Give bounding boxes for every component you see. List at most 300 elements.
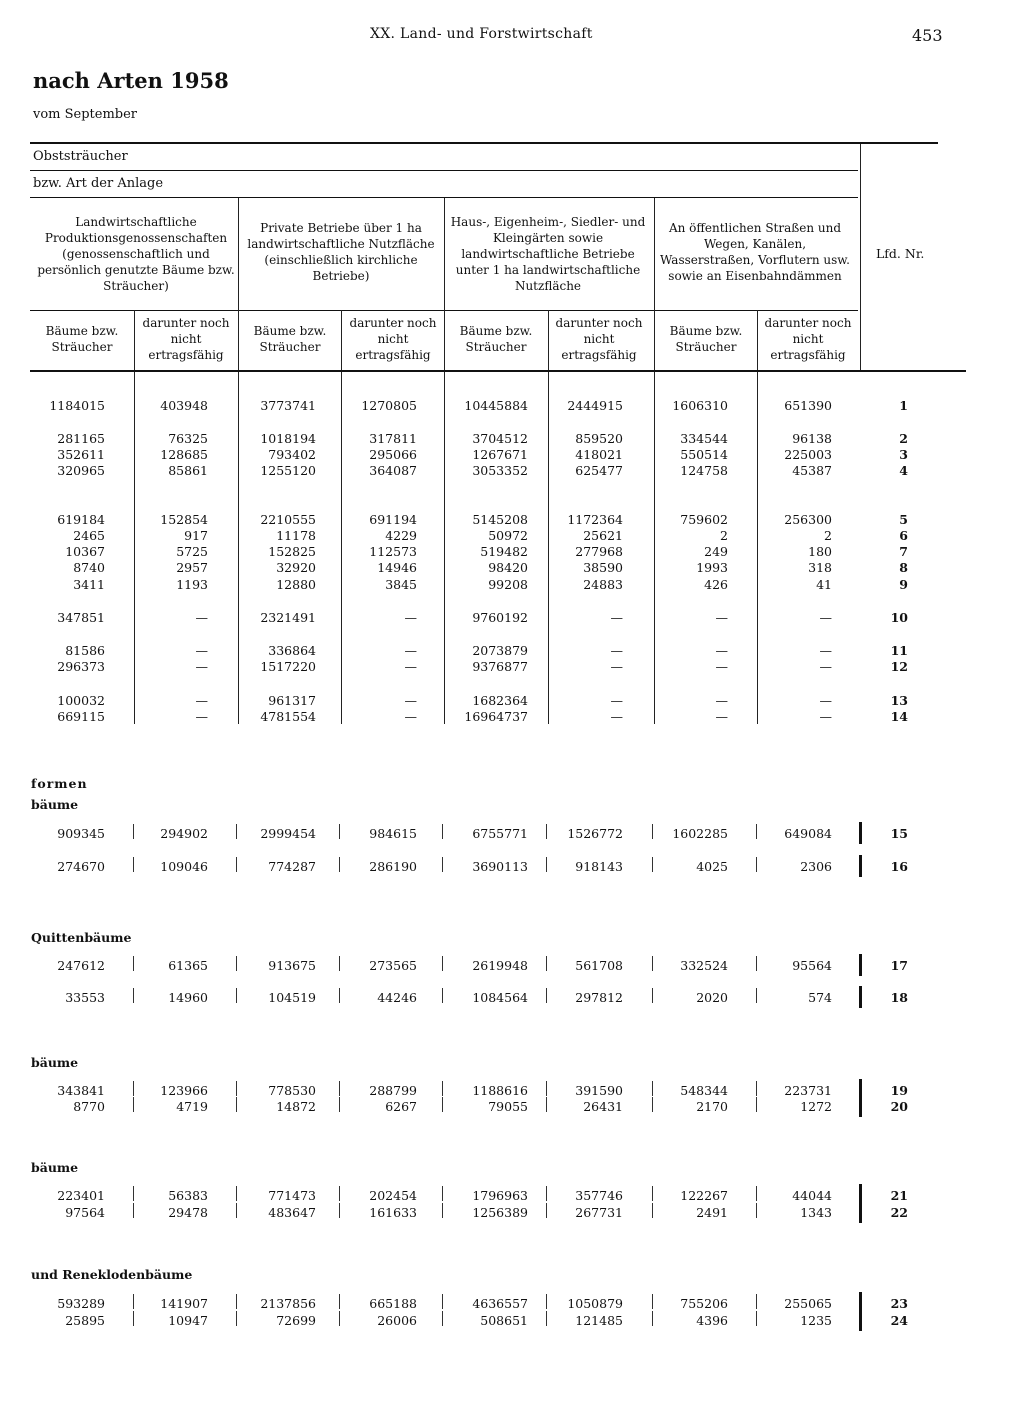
column-tick [236, 1294, 237, 1309]
table-cell: 32920 [276, 560, 316, 575]
table-cell: — [715, 643, 728, 658]
table-cell: 25621 [583, 528, 623, 543]
table-cell: 38590 [583, 560, 623, 575]
header-rule-1 [30, 170, 858, 171]
lfd-number: 7 [899, 544, 908, 559]
column-tick [339, 1294, 340, 1309]
page-title: nach Arten 1958 [33, 68, 229, 93]
column-tick [652, 1186, 653, 1201]
column-tick [339, 1311, 340, 1326]
table-cell: 1270805 [361, 398, 417, 413]
column-tick [546, 988, 547, 1003]
column-tick [339, 824, 340, 839]
table-cell: 519482 [480, 544, 528, 559]
column-tick [652, 857, 653, 872]
table-cell: 96138 [792, 431, 832, 446]
table-cell: — [819, 643, 832, 658]
table-cell: — [715, 709, 728, 724]
table-cell: 61365 [168, 958, 208, 973]
table-cell: 10367 [65, 544, 105, 559]
table-cell: 2 [720, 528, 728, 543]
table-cell: — [404, 610, 417, 625]
subheader-darunter-4: darunter noch nicht ertragsfähig [764, 316, 852, 362]
table-cell: 364087 [369, 463, 417, 478]
table-cell: 152825 [268, 544, 316, 559]
column-tick [442, 1203, 443, 1218]
table-cell: 1682364 [472, 693, 528, 708]
column-tick [133, 1097, 134, 1112]
header-row-1: Obststräucher [33, 149, 128, 164]
column-tick [339, 988, 340, 1003]
table-cell: 918143 [575, 859, 623, 874]
column-tick [652, 824, 653, 839]
column-tick [652, 956, 653, 971]
table-cell: 123966 [160, 1083, 208, 1098]
column-tick [756, 988, 757, 1003]
table-cell: — [195, 610, 208, 625]
lfd-number: 21 [890, 1188, 908, 1203]
table-cell: 774287 [268, 859, 316, 874]
column-tick [442, 1311, 443, 1326]
table-row [0, 544, 1024, 560]
table-cell: 318 [808, 560, 832, 575]
table-cell: 152854 [160, 512, 208, 527]
table-cell: 4396 [696, 1313, 728, 1328]
row-bar [859, 855, 862, 877]
column-tick [133, 857, 134, 872]
column-tick [546, 956, 547, 971]
column-tick [339, 857, 340, 872]
table-cell: 294902 [160, 826, 208, 841]
row-bar [859, 1095, 862, 1117]
column-tick [756, 1097, 757, 1112]
table-cell: 3773741 [260, 398, 316, 413]
subheader-baeume-1: Bäume bzw. Sträucher [45, 324, 119, 354]
table-cell: 1193 [176, 577, 208, 592]
table-cell: 8770 [73, 1099, 105, 1114]
table-cell: 548344 [680, 1083, 728, 1098]
table-row [0, 577, 1024, 593]
column-tick [442, 857, 443, 872]
header-vrule-sub-2 [341, 310, 342, 370]
table-cell: 76325 [168, 431, 208, 446]
table-cell: 296373 [57, 659, 105, 674]
subheader-baeume-2: Bäume bzw. Sträucher [253, 324, 327, 354]
table-cell: 859520 [575, 431, 623, 446]
table-cell: 2491 [696, 1205, 728, 1220]
table-row [0, 528, 1024, 544]
table-cell: 2957 [176, 560, 208, 575]
table-row [0, 958, 1024, 974]
table-cell: 180 [808, 544, 832, 559]
table-cell: 277968 [575, 544, 623, 559]
table-cell: 1267671 [472, 447, 528, 462]
table-row [0, 463, 1024, 479]
column-tick [133, 988, 134, 1003]
row-bar [859, 1309, 862, 1331]
subheader-darunter-1: darunter noch nicht ertragsfähig [142, 316, 230, 362]
column-tick [442, 956, 443, 971]
table-row [0, 610, 1024, 626]
table-cell: 357746 [575, 1188, 623, 1203]
lfd-number: 20 [890, 1099, 908, 1114]
column-tick [133, 1081, 134, 1096]
table-cell: 4636557 [472, 1296, 528, 1311]
table-cell: 1993 [696, 560, 728, 575]
page-number: 453 [912, 26, 943, 45]
table-cell: 99208 [488, 577, 528, 592]
table-cell: 10445884 [464, 398, 528, 413]
column-tick [236, 1081, 237, 1096]
table-cell: — [819, 610, 832, 625]
column-tick [442, 988, 443, 1003]
subheader-darunter-2: darunter noch nicht ertragsfähig [349, 316, 437, 362]
lfd-number: 17 [890, 958, 908, 973]
table-cell: 6267 [385, 1099, 417, 1114]
column-tick [339, 1081, 340, 1096]
table-cell: — [404, 659, 417, 674]
table-cell: 72699 [276, 1313, 316, 1328]
table-cell: 332524 [680, 958, 728, 973]
column-tick [236, 1311, 237, 1326]
column-tick [133, 824, 134, 839]
table-cell: 225003 [784, 447, 832, 462]
table-cell: 100032 [57, 693, 105, 708]
table-cell: 141907 [160, 1296, 208, 1311]
table-cell: 1796963 [472, 1188, 528, 1203]
lfd-number: 16 [890, 859, 908, 874]
table-cell: 9760192 [472, 610, 528, 625]
table-cell: 3690113 [472, 859, 528, 874]
table-cell: 6755771 [472, 826, 528, 841]
page-subtitle: vom September [33, 107, 138, 122]
table-cell: 14872 [276, 1099, 316, 1114]
lfd-number: 4 [899, 463, 908, 478]
group-header-lpg: Landwirtschaftliche Produktionsgenossenschaften (genossenschaftlich und persönlich genutzte Bäume bzw. Sträucher) [37, 215, 235, 293]
lfd-number: 15 [890, 826, 908, 841]
column-tick [133, 956, 134, 971]
table-cell: 343841 [57, 1083, 105, 1098]
table-row [0, 709, 1024, 725]
row-bar [859, 1201, 862, 1223]
table-cell: 691194 [369, 512, 417, 527]
table-cell: — [819, 659, 832, 674]
table-cell: 1172364 [567, 512, 623, 527]
table-cell: 288799 [369, 1083, 417, 1098]
table-cell: 33553 [65, 990, 105, 1005]
header-vrule-group-3 [654, 198, 655, 370]
table-cell: 2170 [696, 1099, 728, 1114]
lfd-number: 5 [899, 512, 908, 527]
table-cell: 97564 [65, 1205, 105, 1220]
column-tick [236, 1097, 237, 1112]
table-cell: — [195, 643, 208, 658]
table-cell: 4781554 [260, 709, 316, 724]
column-tick [339, 1097, 340, 1112]
table-cell: 5145208 [472, 512, 528, 527]
table-cell: 14960 [168, 990, 208, 1005]
header-row-2: bzw. Art der Anlage [33, 176, 164, 191]
table-cell: 1272 [800, 1099, 832, 1114]
table-cell: 352611 [57, 447, 105, 462]
row-bar [859, 986, 862, 1008]
table-cell: 44044 [792, 1188, 832, 1203]
lfd-number: 11 [890, 643, 908, 658]
table-cell: 3053352 [472, 463, 528, 478]
running-header: XX. Land- und Forstwirtschaft [370, 26, 593, 42]
table-row [0, 826, 1024, 842]
subheader-darunter-3: darunter noch nicht ertragsfähig [555, 316, 643, 362]
column-tick [756, 956, 757, 971]
table-row [0, 990, 1024, 1006]
table-cell: 984615 [369, 826, 417, 841]
lfd-number: 9 [899, 577, 908, 592]
table-cell: 320965 [57, 463, 105, 478]
table-cell: 917 [184, 528, 208, 543]
table-cell: 128685 [160, 447, 208, 462]
table-row [0, 560, 1024, 576]
column-tick [652, 1081, 653, 1096]
table-cell: 267731 [575, 1205, 623, 1220]
column-tick [546, 1203, 547, 1218]
table-cell: 249 [704, 544, 728, 559]
column-tick [442, 1294, 443, 1309]
table-cell: — [715, 693, 728, 708]
table-cell: 256300 [784, 512, 832, 527]
column-tick [756, 857, 757, 872]
table-row [0, 512, 1024, 528]
table-cell: 2465 [73, 528, 105, 543]
table-cell: 2321491 [260, 610, 316, 625]
table-cell: — [610, 659, 623, 674]
table-cell: 909345 [57, 826, 105, 841]
table-cell: 26006 [377, 1313, 417, 1328]
table-cell: 574 [808, 990, 832, 1005]
table-cell: 124758 [680, 463, 728, 478]
table-cell: 85861 [168, 463, 208, 478]
column-tick [756, 1081, 757, 1096]
table-cell: 649084 [784, 826, 832, 841]
table-cell: 3845 [385, 577, 417, 592]
column-tick [236, 1186, 237, 1201]
table-cell: 281165 [57, 431, 105, 446]
table-cell: — [610, 643, 623, 658]
table-row [0, 659, 1024, 675]
table-cell: 336864 [268, 643, 316, 658]
table-cell: 16964737 [464, 709, 528, 724]
table-cell: 255065 [784, 1296, 832, 1311]
table-cell: 1256389 [472, 1205, 528, 1220]
column-tick [339, 1203, 340, 1218]
header-vrule-right [860, 144, 861, 370]
column-tick [236, 956, 237, 971]
table-cell: 561708 [575, 958, 623, 973]
table-cell: 297812 [575, 990, 623, 1005]
table-cell: 24883 [583, 577, 623, 592]
lfd-number: 18 [890, 990, 908, 1005]
table-row [0, 1296, 1024, 1312]
table-cell: 3411 [73, 577, 105, 592]
table-cell: — [404, 693, 417, 708]
table-cell: 1343 [800, 1205, 832, 1220]
table-cell: — [195, 709, 208, 724]
column-tick [652, 1311, 653, 1326]
table-cell: 1018194 [260, 431, 316, 446]
column-tick [546, 1311, 547, 1326]
table-cell: — [819, 693, 832, 708]
table-cell: 2999454 [260, 826, 316, 841]
table-cell: 10947 [168, 1313, 208, 1328]
table-cell: 483647 [268, 1205, 316, 1220]
section-label: und Reneklodenbäume [31, 1267, 193, 1282]
lfd-number: 6 [899, 528, 908, 543]
table-cell: 961317 [268, 693, 316, 708]
table-cell: 1602285 [672, 826, 728, 841]
table-cell: 12880 [276, 577, 316, 592]
section-label: bäume [31, 1055, 79, 1070]
column-tick [546, 1097, 547, 1112]
lfd-number: 22 [890, 1205, 908, 1220]
column-tick [236, 988, 237, 1003]
table-cell: 755206 [680, 1296, 728, 1311]
column-tick [546, 824, 547, 839]
table-cell: 771473 [268, 1188, 316, 1203]
table-cell: 2306 [800, 859, 832, 874]
section-label: bäume [31, 1160, 79, 1175]
table-cell: 334544 [680, 431, 728, 446]
table-cell: 8740 [73, 560, 105, 575]
table-cell: 665188 [369, 1296, 417, 1311]
table-cell: 550514 [680, 447, 728, 462]
header-vrule-sub-1 [134, 310, 135, 370]
table-row [0, 1313, 1024, 1329]
table-cell: 223401 [57, 1188, 105, 1203]
table-cell: 286190 [369, 859, 417, 874]
column-tick [652, 1203, 653, 1218]
lfd-nr-header: Lfd. Nr. [876, 246, 925, 261]
group-header-gardens: Haus-, Eigenheim-, Siedler- und Kleingärten sowie landwirtschaftliche Betriebe unter 1 ha landwirtschaftliche Nutzfläche [450, 215, 646, 293]
column-tick [442, 1186, 443, 1201]
table-cell: 45387 [792, 463, 832, 478]
column-tick [339, 956, 340, 971]
table-cell: — [715, 610, 728, 625]
table-cell: 4719 [176, 1099, 208, 1114]
lfd-number: 19 [890, 1083, 908, 1098]
table-cell: 274670 [57, 859, 105, 874]
column-tick [133, 1186, 134, 1201]
lfd-number: 2 [899, 431, 908, 446]
table-cell: 223731 [784, 1083, 832, 1098]
column-tick [442, 1081, 443, 1096]
table-row [0, 1083, 1024, 1099]
table-cell: 759602 [680, 512, 728, 527]
table-cell: 161633 [369, 1205, 417, 1220]
table-row [0, 431, 1024, 447]
table-row [0, 1099, 1024, 1115]
table-cell: 391590 [575, 1083, 623, 1098]
group-header-public: An öffentlichen Straßen und Wegen, Kanälen, Wasserstraßen, Vorflutern usw. sowie an Eisenbahndämmen [660, 221, 850, 283]
lfd-number: 24 [890, 1313, 908, 1328]
column-tick [236, 824, 237, 839]
table-cell: 778530 [268, 1083, 316, 1098]
table-cell: — [610, 709, 623, 724]
row-bar [859, 954, 862, 976]
table-row [0, 643, 1024, 659]
header-vrule-group-2 [444, 198, 445, 370]
table-cell: 247612 [57, 958, 105, 973]
table-cell: — [610, 610, 623, 625]
column-tick [652, 988, 653, 1003]
table-cell: — [195, 693, 208, 708]
table-cell: — [715, 659, 728, 674]
lfd-number: 14 [890, 709, 908, 724]
table-cell: 651390 [784, 398, 832, 413]
table-cell: 5725 [176, 544, 208, 559]
table-cell: 9376877 [472, 659, 528, 674]
column-tick [236, 857, 237, 872]
column-tick [133, 1203, 134, 1218]
column-tick [546, 1081, 547, 1096]
table-cell: 3704512 [472, 431, 528, 446]
table-cell: 1184015 [49, 398, 105, 413]
table-cell: 1084564 [472, 990, 528, 1005]
group-header-private: Private Betriebe über 1 ha landwirtschaftliche Nutzfläche (einschließlich kirchliche Betriebe) [247, 221, 435, 283]
header-vrule-sub-3 [548, 310, 549, 370]
subheader-baeume-4: Bäume bzw. Sträucher [669, 324, 743, 354]
table-cell: 1235 [800, 1313, 832, 1328]
column-tick [546, 1294, 547, 1309]
table-cell: 25895 [65, 1313, 105, 1328]
table-cell: 2619948 [472, 958, 528, 973]
table-cell: 2020 [696, 990, 728, 1005]
section-label: formen [31, 776, 88, 791]
table-cell: 104519 [268, 990, 316, 1005]
table-cell: 1526772 [567, 826, 623, 841]
table-cell: 625477 [575, 463, 623, 478]
table-cell: 41 [816, 577, 832, 592]
table-row [0, 859, 1024, 875]
table-cell: 44246 [377, 990, 417, 1005]
lfd-number: 1 [899, 398, 908, 413]
column-tick [756, 1294, 757, 1309]
column-tick [546, 1186, 547, 1201]
header-vrule-sub-4 [757, 310, 758, 370]
table-cell: 403948 [160, 398, 208, 413]
table-cell: — [404, 709, 417, 724]
column-tick [236, 1203, 237, 1218]
table-cell: 2210555 [260, 512, 316, 527]
table-cell: 56383 [168, 1188, 208, 1203]
table-cell: 1050879 [567, 1296, 623, 1311]
table-cell: 14946 [377, 560, 417, 575]
table-cell: 347851 [57, 610, 105, 625]
table-cell: — [610, 693, 623, 708]
column-tick [133, 1311, 134, 1326]
table-cell: 273565 [369, 958, 417, 973]
table-cell: 913675 [268, 958, 316, 973]
lfd-number: 10 [890, 610, 908, 625]
table-cell: 112573 [369, 544, 417, 559]
column-tick [756, 1203, 757, 1218]
table-row [0, 447, 1024, 463]
table-cell: — [195, 659, 208, 674]
column-tick [442, 824, 443, 839]
table-cell: 4025 [696, 859, 728, 874]
table-cell: 50972 [488, 528, 528, 543]
lfd-number: 23 [890, 1296, 908, 1311]
table-cell: 669115 [57, 709, 105, 724]
table-row [0, 1205, 1024, 1221]
